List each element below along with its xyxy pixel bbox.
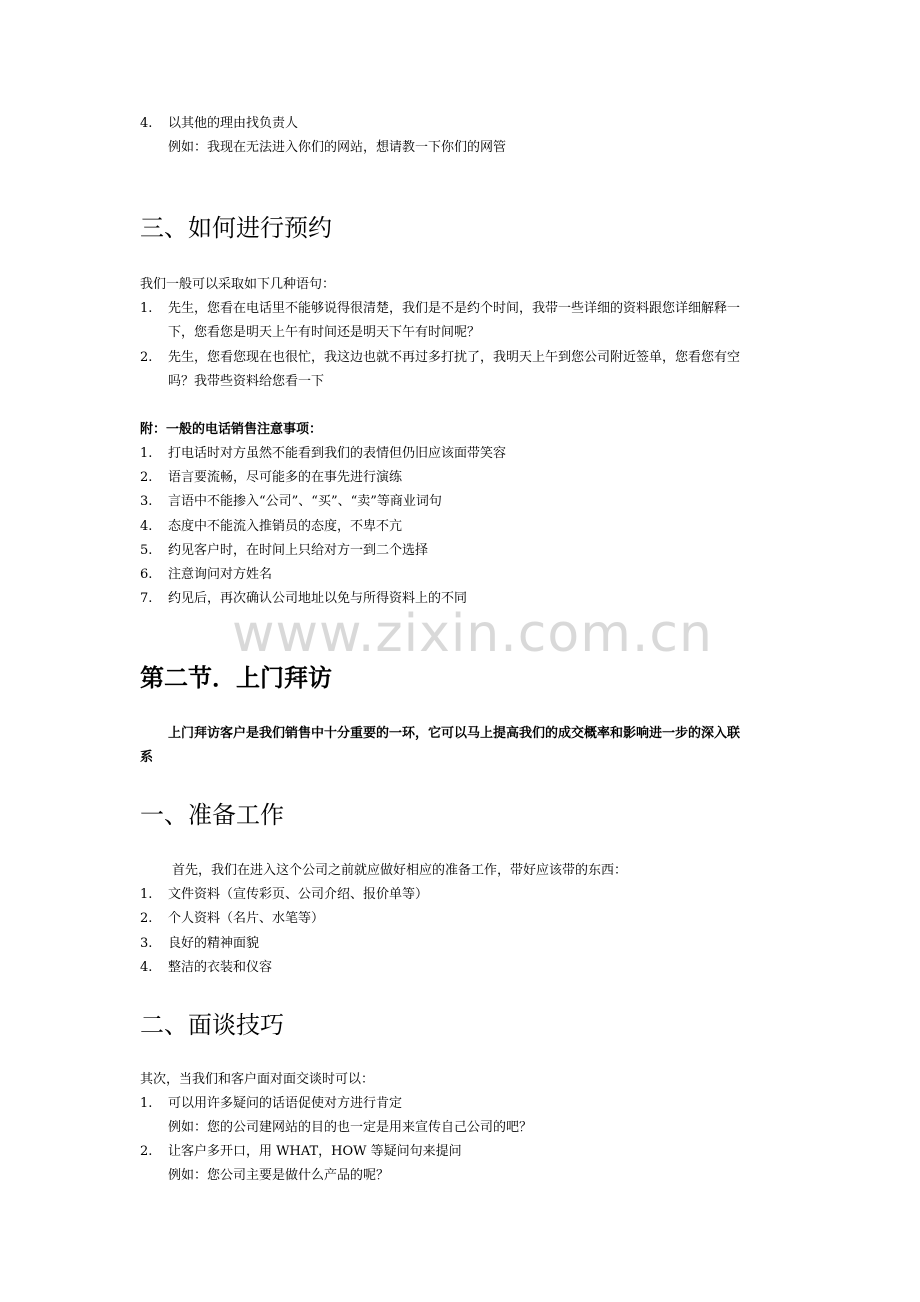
appendix-title: 附：一般的电话销售注意事项：	[140, 422, 323, 437]
list-text: 先生，您看您现在也很忙，我这边也就不再过多打扰了，我明天上午到您公司附近签单，您看您有空	[168, 350, 741, 365]
list-number: 4.	[140, 116, 153, 131]
list-text: 约见后，再次确认公司地址以免与所得资料上的不同	[168, 591, 468, 607]
list-number: 1.	[140, 446, 153, 461]
list-text-continuation: 吗？我带些资料给您看一下	[168, 374, 325, 389]
paragraph-line: 系	[140, 750, 154, 765]
list-number: 1.	[140, 1096, 153, 1111]
section-heading: 二、面谈技巧	[140, 1011, 284, 1039]
list-text: 打电话时对方虽然不能看到我们的表情但仍旧应该面带笑容	[168, 446, 507, 461]
list-text: 言语中不能掺入“公司”、“买”、“卖”等商业词句	[168, 494, 442, 510]
list-number: 1.	[140, 301, 153, 316]
chapter-heading: 第二节．上门拜访	[140, 664, 332, 692]
list-text: 让客户多开口，用 WHAT，HOW 等疑问句来提问	[168, 1144, 462, 1159]
list-number: 4.	[140, 518, 153, 534]
list-text: 约见客户时，在时间上只给对方一到二个选择	[168, 542, 429, 558]
section-intro: 其次，当我们和客户面对面交谈时可以：	[140, 1072, 375, 1087]
list-text: 以其他的理由找负责人	[168, 116, 299, 131]
example-text: 例如：我现在无法进入你们的网站，想请教一下你们的网管	[168, 140, 507, 155]
section-intro: 首先，我们在进入这个公司之前就应做好相应的准备工作，带好应该带的东西：	[172, 863, 628, 878]
list-number: 2.	[140, 911, 153, 927]
list-number: 1.	[140, 887, 153, 902]
list-text: 注意询问对方姓名	[168, 567, 273, 582]
list-text: 个人资料（名片、水笔等）	[168, 911, 325, 927]
paragraph-line: 上门拜访客户是我们销售中十分重要的一环，它可以马上提高我们的成交概率和影响进一步的深入联	[168, 726, 741, 741]
list-number: 2.	[140, 1144, 153, 1159]
list-text: 文件资料（宣传彩页、公司介绍、报价单等）	[168, 887, 429, 902]
list-text: 可以用许多疑问的话语促使对方进行肯定	[168, 1096, 403, 1111]
list-text: 态度中不能流入推销员的态度，不卑不亢	[168, 518, 403, 534]
list-number: 3.	[140, 935, 153, 951]
list-number: 2.	[140, 470, 153, 486]
section-heading: 一、准备工作	[140, 801, 284, 829]
list-number: 2.	[140, 350, 153, 365]
section-intro: 我们一般可以采取如下几种语句：	[140, 277, 336, 292]
list-text: 先生，您看在电话里不能够说得很清楚，我们是不是约个时间，我带一些详细的资料跟您详细解释一	[168, 301, 741, 316]
example-text: 例如：您公司主要是做什么产品的呢？	[168, 1168, 390, 1183]
list-number: 5.	[140, 542, 153, 558]
list-text: 整洁的衣装和仪容	[168, 959, 273, 975]
list-number: 6.	[140, 567, 153, 582]
list-text: 语言要流畅，尽可能多的在事先进行演练	[168, 470, 403, 486]
list-number: 3.	[140, 494, 153, 510]
list-number: 4.	[140, 959, 153, 975]
list-number: 7.	[140, 591, 153, 607]
example-text: 例如：您的公司建网站的目的也一定是用来宣传自己公司的吧？	[168, 1120, 533, 1135]
section-heading: 三、如何进行预约	[140, 214, 332, 242]
watermark: www.zixin.com.cn	[232, 604, 713, 664]
list-text: 良好的精神面貌	[168, 935, 260, 951]
list-text-continuation: 下，您看您是明天上午有时间还是明天下午有时间呢？	[168, 325, 481, 340]
